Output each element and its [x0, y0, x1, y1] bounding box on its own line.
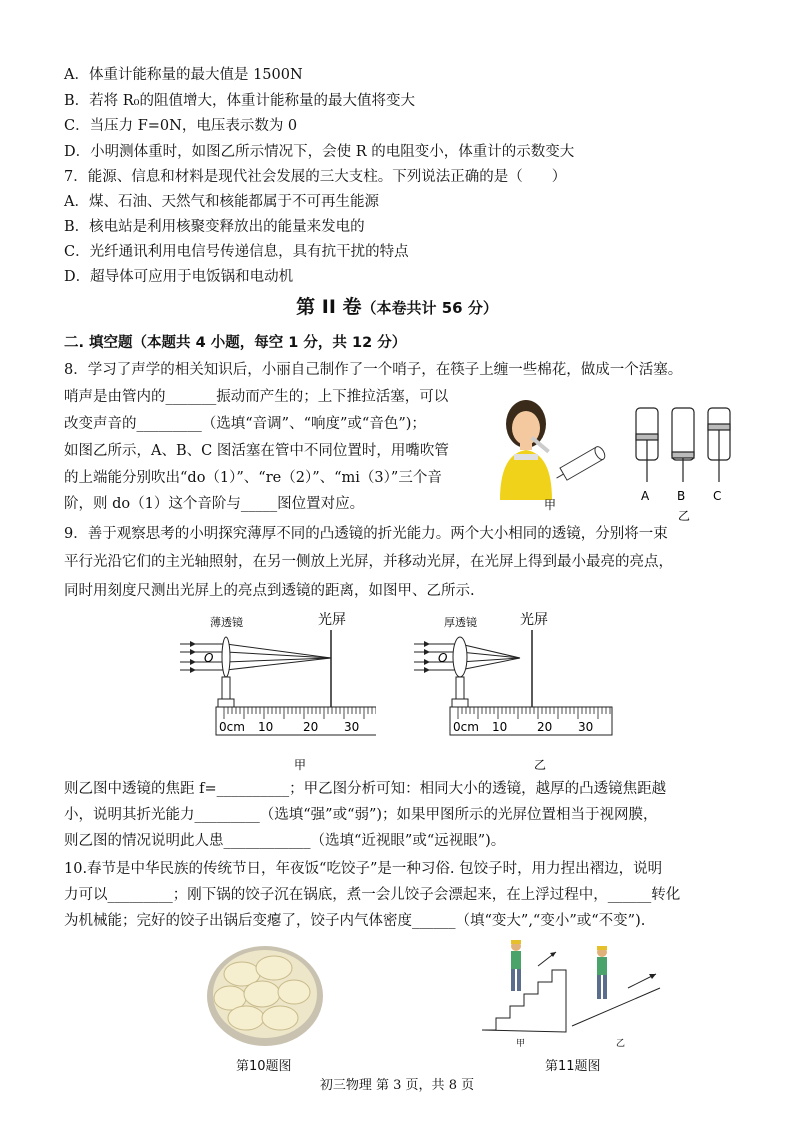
q8-line-1: 8．学习了声学的相关知识后，小丽自己制作了一个哨子，在筷子上缠一些棉花，做成一个活塞。	[64, 362, 683, 378]
ruler-0cm-yi: 0cm	[453, 720, 479, 734]
q9-line-3: 同时用刻度尺测出光屏上的亮点到透镜的距离，如图甲、乙所示.	[64, 583, 475, 599]
q10-line-3: 为机械能；完好的饺子出锅后变瘪了，饺子内气体密度______（填“变大”,“变小”或“不变”).	[64, 913, 646, 929]
q9-after-3: 则乙图的情况说明此人患____________（选填“近视眼”或“远视眼”)。	[64, 833, 506, 849]
fig8-yi-label: 乙	[678, 509, 691, 523]
fig10-caption: 第10题图	[236, 1059, 292, 1074]
ruler-10-yi: 10	[492, 720, 508, 734]
fig11-jia-label: 甲	[516, 1039, 526, 1049]
ruler-30-jia: 30	[344, 720, 360, 734]
screen-label-yi: 光屏	[520, 612, 548, 628]
section-title-main: 第 II 卷	[296, 296, 362, 318]
ruler-30-yi: 30	[578, 720, 594, 734]
q8-line-6: 阶，则 do（1）这个音阶与_____图位置对应。	[64, 496, 365, 512]
option-b-q6: B．若将 R₀的阻值增大，体重计能称量的最大值将变大	[64, 93, 415, 109]
q9-line-1: 9．善于观察思考的小明探究薄厚不同的凸透镜的折光能力。两个大小相同的透镜，分别将一束	[64, 526, 668, 542]
page-footer: 初三物理 第 3 页，共 8 页	[319, 1078, 475, 1093]
q8-line-5: 的上端能分别吹出“do（1）”、“re（2）”、“mi（3）”三个音	[64, 470, 442, 486]
tube-label-c: C	[713, 489, 722, 503]
section-title	[0, 292, 794, 319]
section-title-note: （本卷共计 56 分）	[361, 299, 498, 317]
option-d-q7: D．超导体可应用于电饭锅和电动机	[64, 269, 294, 285]
fig11-yi-label: 乙	[616, 1039, 626, 1049]
q8-line-3: 改变声音的_________（选填“音调”、“响度”或“音色”)；	[64, 416, 426, 432]
whistle-girl-figure	[486, 388, 616, 512]
fill-in-heading: 二. 填空题（本题共 4 小题，每空 1 分，共 12 分）	[64, 335, 407, 351]
fig9-jia-label: 甲	[294, 758, 307, 772]
q8-line-4: 如图乙所示，A、B、C 图活塞在管中不同位置时，用嘴吹管	[64, 443, 449, 459]
tube-label-a: A	[641, 489, 650, 503]
q9-after-1: 则乙图中透镜的焦距 f=__________；甲乙图分析可知：相同大小的透镜，越厚的凸透镜焦距越	[64, 781, 667, 797]
q9-after-2: 小，说明其折光能力_________（选填“强”或“弱”)；如果甲图所示的光屏位置相当于视网膜，	[64, 807, 658, 823]
stairs-ramp-figure	[480, 938, 670, 1050]
thick-lens-figure	[410, 606, 620, 776]
q10-line-2: 力可以_________；刚下锅的饺子沉在锅底，煮一会儿饺子会漂起来，在上浮过程中，______转化	[64, 887, 681, 903]
option-c-q7: C．光纤通讯利用电信号传递信息，具有抗干扰的特点	[64, 244, 409, 260]
thick-lens-label: 厚透镜	[444, 616, 477, 629]
q9-line-2: 平行光沿它们的主光轴照射，在另一侧放上光屏，并移动光屏，在光屏上得到最小最亮的亮点，	[64, 554, 673, 570]
thin-lens-label: 薄透镜	[210, 616, 243, 629]
ruler-20-jia: 20	[303, 720, 319, 734]
option-d-q6: D．小明测体重时，如图乙所示情况下，会使 R 的电阻变小，体重计的示数变大	[64, 144, 575, 160]
screen-label-jia: 光屏	[318, 612, 346, 628]
optic-center-o-jia: O	[204, 651, 214, 665]
ruler-0cm-jia: 0cm	[219, 720, 245, 734]
fig11-caption: 第11题图	[545, 1059, 601, 1074]
tube-label-b: B	[677, 489, 686, 503]
ruler-10-jia: 10	[258, 720, 274, 734]
option-a-q7: A．煤、石油、天然气和核能都属于不可再生能源	[64, 194, 379, 210]
question-7: 7．能源、信息和材料是现代社会发展的三大支柱。下列说法正确的是（ ）	[64, 169, 567, 185]
fig9-yi-label: 乙	[534, 758, 547, 772]
thin-lens-figure	[176, 606, 376, 776]
option-c-q6: C．当压力 F=0N，电压表示数为 0	[64, 118, 298, 134]
ruler-20-yi: 20	[537, 720, 553, 734]
tubes-abc-figure	[628, 402, 738, 524]
optic-center-o-yi: O	[438, 651, 448, 665]
fig8-jia-label: 甲	[544, 498, 557, 512]
option-a-q6: A．体重计能称量的最大值是 1500N	[64, 67, 303, 83]
option-b-q7: B．核电站是利用核聚变释放出的能量来发电的	[64, 219, 365, 235]
q10-line-1: 10.春节是中华民族的传统节日，年夜饭“吃饺子”是一种习俗. 包饺子时，用力捏出褶边，说明	[64, 861, 663, 877]
q8-line-2: 哨声是由管内的_______振动而产生的；上下推拉活塞，可以	[64, 389, 449, 405]
dumplings-image	[204, 938, 326, 1050]
